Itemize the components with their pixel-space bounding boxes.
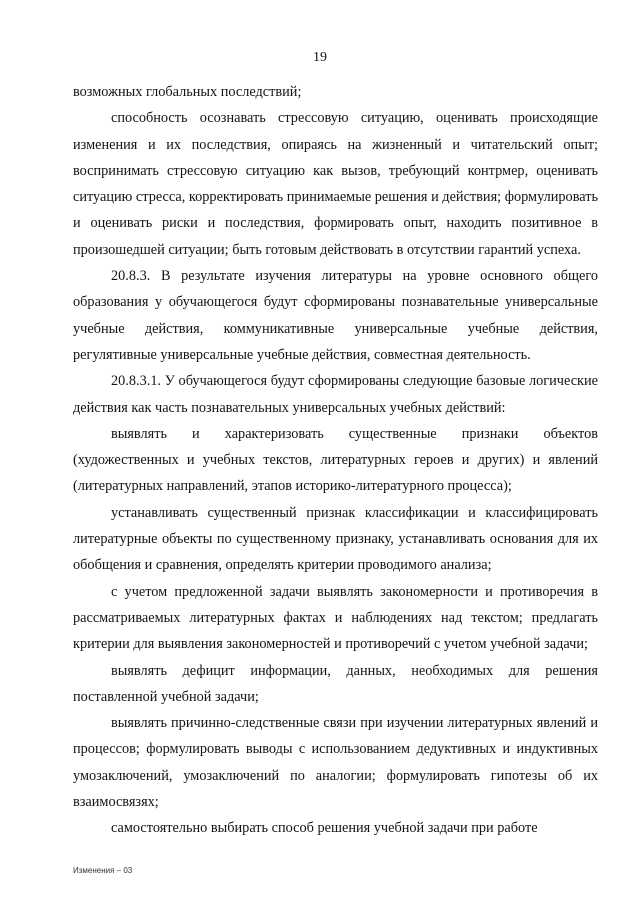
paragraph: самостоятельно выбирать способ решения учебной задачи при работе [111, 820, 538, 837]
paragraph: возможных глобальных последствий; [73, 84, 302, 100]
paragraph: устанавливать существенный признак классификации и классифицировать литературные объекты по существенному признаку, устанавливать основания для их обобщения и сравнения, определять критерии проводимого анализа; [73, 504, 598, 574]
paragraph: выявлять причинно-следственные связи при изучении литературных явлений и процессов; формулировать выводы с использованием дедуктивных и индуктивных умозаключений, умозаключений по аналогии; формулировать гипотезы об их взаимосвязях; [73, 715, 598, 811]
paragraph: выявлять дефицит информации, данных, необходимых для решения поставленной учебной задачи; [73, 662, 598, 705]
paragraph: 20.8.3. В результате изучения литературы на уровне основного общего образования у обучающегося будут сформированы познавательные универсальные учебные действия, коммуникативные универсальные учебные действия, регулятивные универсальные учебные действия, совместная деятельность. [73, 268, 598, 363]
paragraph: с учетом предложенной задачи выявлять закономерности и противоречия в рассматриваемых литературных фактах и наблюдениях над текстом; предлагать критерии для выявления закономерностей и противоречий с учетом учебной задачи; [73, 583, 598, 653]
page-number: 19 [313, 50, 327, 65]
paragraph: 20.8.3.1. У обучающегося будут сформированы следующие базовые логические действия как часть познавательных универсальных учебных действий: [73, 373, 598, 416]
paragraph: выявлять и характеризовать существенные признаки объектов (художественных и учебных текстов, литературных героев и других) и явлений (литературных направлений, этапов историко-литературного процесса); [73, 425, 598, 495]
paragraph: способность осознавать стрессовую ситуацию, оценивать происходящие изменения и их последствия, опираясь на жизненный и читательский опыт; воспринимать стрессовую ситуацию как вызов, требующий контрмер, оценивать ситуацию стресса, корректировать принимаемые решения и действия; формулировать и оценивать риски и последствия, формировать опыт, находить позитивное в произошедшей ситуации; быть готовым действовать в отсутствии гарантий успеха. [73, 110, 598, 258]
document-body [73, 79, 598, 842]
footer-revision-note: Изменения – 03 [73, 866, 133, 875]
